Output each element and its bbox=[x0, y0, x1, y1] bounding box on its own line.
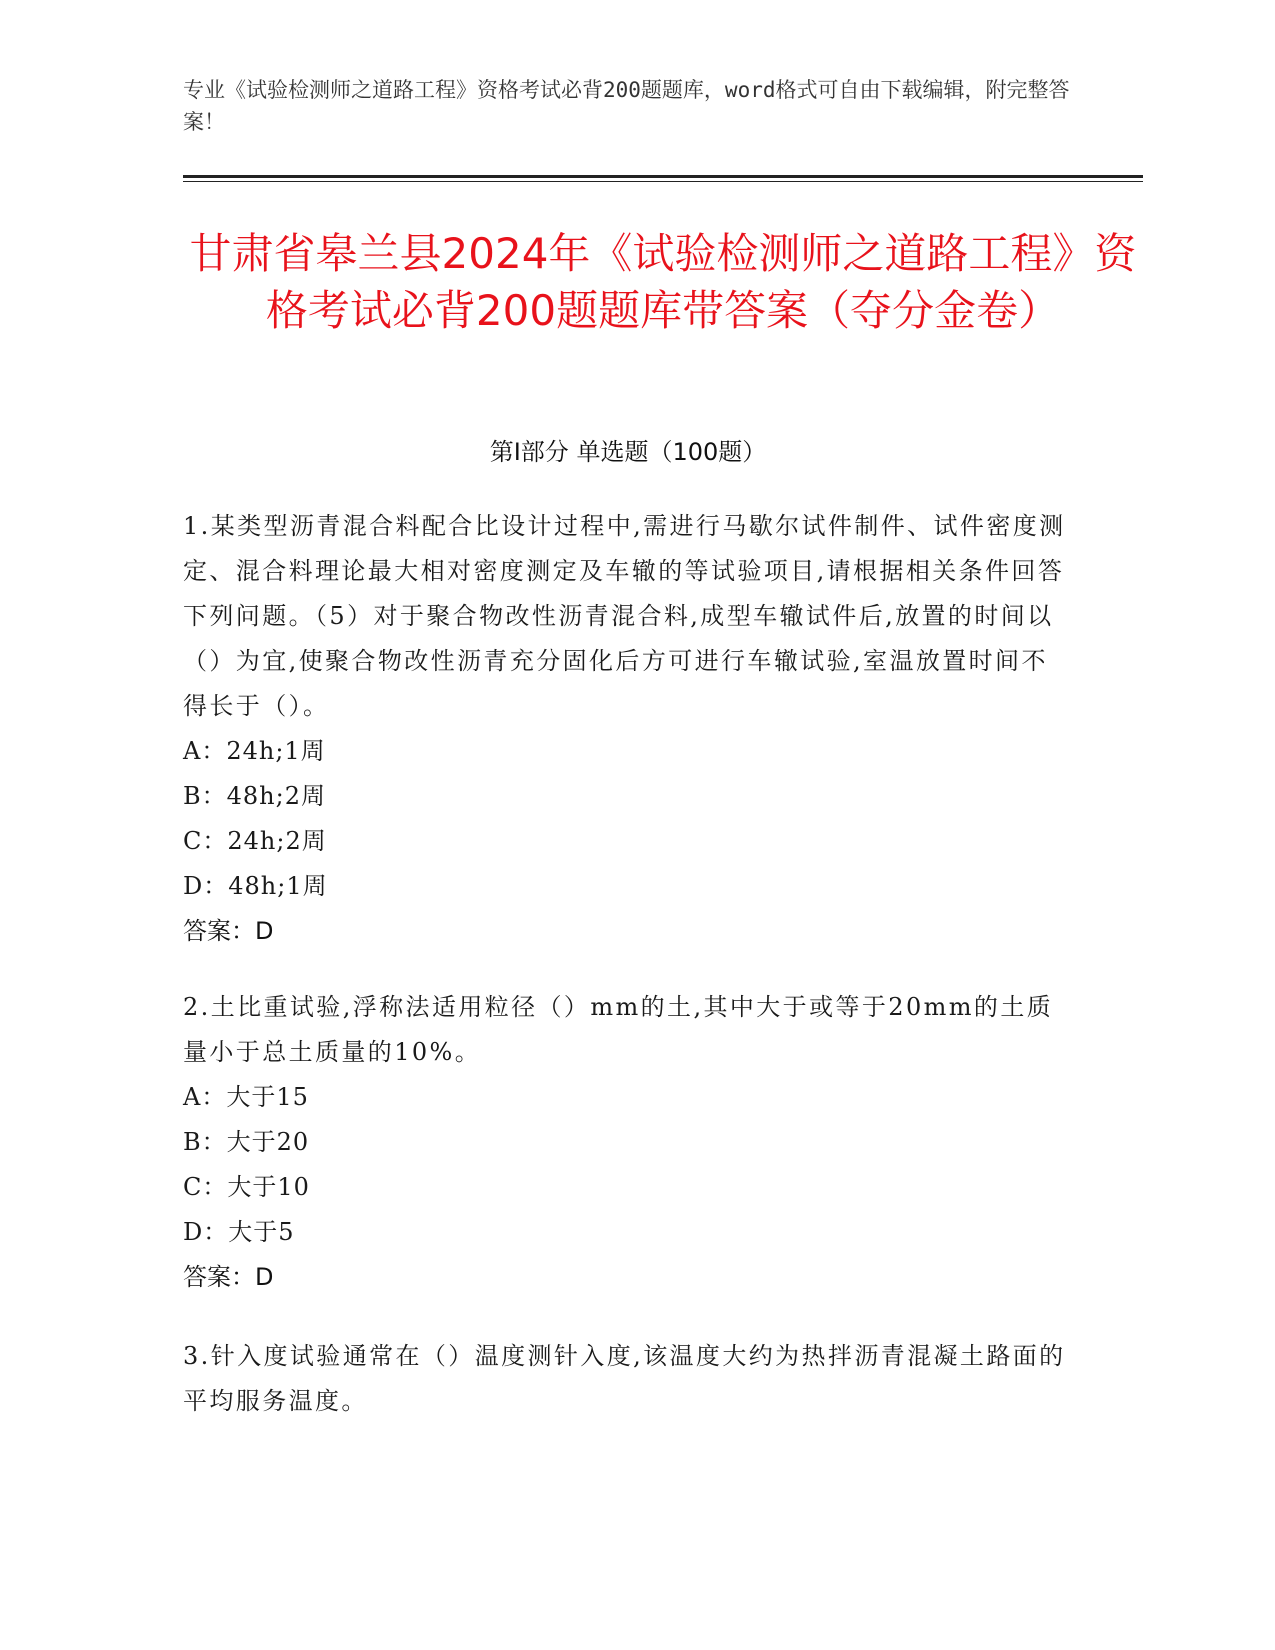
answer-line: 答案：D bbox=[183, 1263, 274, 1291]
option-d: D：大于5 bbox=[183, 1218, 295, 1246]
section-title: 第Ⅰ部分 单选题（100题） bbox=[489, 438, 767, 466]
option-d: D：48h;1周 bbox=[183, 872, 328, 900]
header-note: 专业《试验检测师之道路工程》资格考试必背200题题库，word格式可自由下载编辑，附完整答案！ bbox=[183, 78, 1070, 134]
question-text: 1.某类型沥青混合料配合比设计过程中,需进行马歇尔试件制件、试件密度测定、混合料理论最大相对密度测定及车辙的等试验项目,请根据相关条件回答下列问题。（5）对于聚合物改性沥青混合料,成型车辙试件后,放置的时间以（）为宜,使聚合物改性沥青充分固化后方可进行车辙试验,室温放置时间不得长于（）。 bbox=[183, 512, 1066, 720]
question-text: 2.土比重试验,浮称法适用粒径（）mm的土,其中大于或等于20mm的土质量小于总土质量的10%。 bbox=[183, 993, 1054, 1066]
option-a: A：大于15 bbox=[183, 1083, 309, 1111]
header-divider-thin bbox=[183, 181, 1143, 182]
option-b: B：大于20 bbox=[183, 1128, 310, 1156]
option-c: C：24h;2周 bbox=[183, 827, 327, 855]
header-divider-thick bbox=[183, 175, 1143, 178]
question-3 bbox=[183, 1334, 1073, 1424]
option-c: C：大于10 bbox=[183, 1173, 310, 1201]
question-1 bbox=[183, 504, 1073, 954]
question-2 bbox=[183, 985, 1073, 1300]
option-b: B：48h;2周 bbox=[183, 782, 326, 810]
document-title: 甘肃省皋兰县2024年《试验检测师之道路工程》资格考试必背200题题库带答案（夺分金卷） bbox=[189, 229, 1137, 335]
answer-line: 答案：D bbox=[183, 917, 274, 945]
option-a: A：24h;1周 bbox=[183, 737, 326, 765]
question-text: 3.针入度试验通常在（）温度测针入度,该温度大约为热拌沥青混凝土路面的平均服务温度。 bbox=[183, 1342, 1066, 1415]
